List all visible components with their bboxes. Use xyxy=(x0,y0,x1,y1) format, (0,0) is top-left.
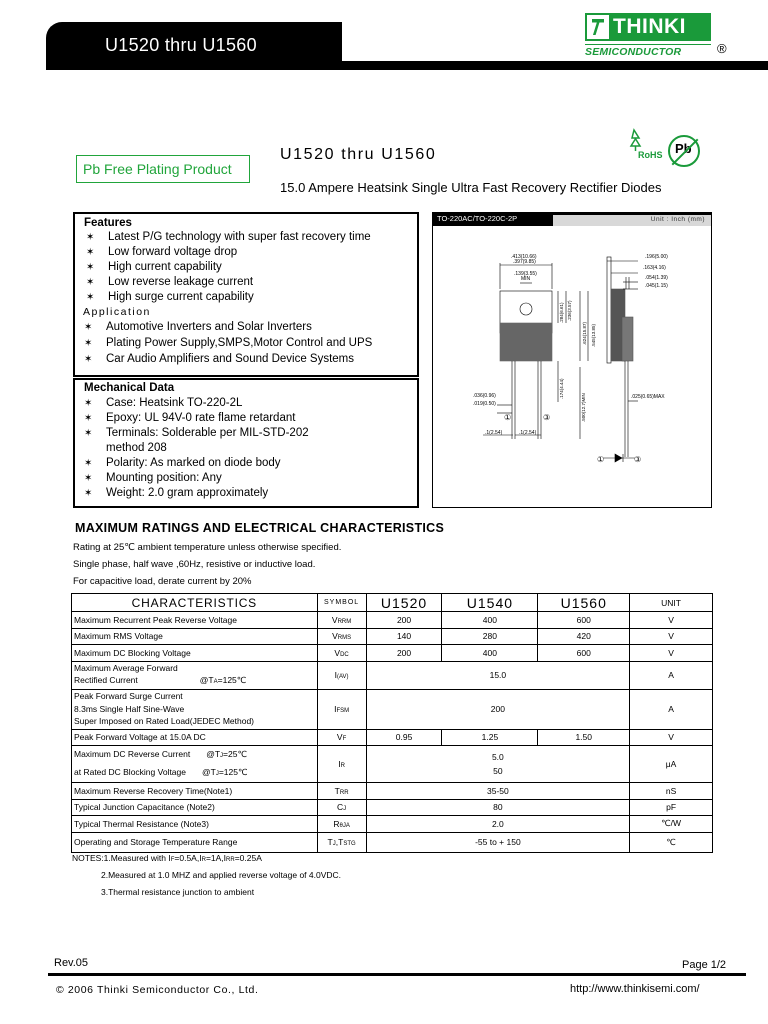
row-label: Maximum DC Blocking Voltage xyxy=(72,645,318,662)
package-drawing xyxy=(433,227,711,507)
ratings-heading: MAXIMUM RATINGS AND ELECTRICAL CHARACTERISTICS xyxy=(75,521,445,535)
feature-item: ✶ Low forward voltage drop xyxy=(86,246,238,258)
pin1-label: ① xyxy=(504,413,512,422)
revision-label: Rev.05 xyxy=(54,957,89,969)
dim-label: .397(9.85) xyxy=(513,259,536,265)
dim-label: .624(15.87) xyxy=(582,321,587,345)
dim-label: .545(13.85) xyxy=(591,323,596,347)
note-1: NOTES:1.Measured with IF=0.5A,IR=1A,IRR=0.25A xyxy=(72,853,262,863)
dim-label: .139(3.55) xyxy=(514,271,537,277)
cell-unit: A xyxy=(630,689,713,729)
cell-unit: ℃/W xyxy=(630,816,713,833)
row-label: Peak Forward Surge Current 8.3ms Single Half Sine-Wave Super Imposed on Rated Load(JEDEC Method) xyxy=(72,689,318,729)
page-number: Page 1/2 xyxy=(682,959,727,971)
mechanical-item: ✶ Polarity: As marked on diode body xyxy=(84,457,281,469)
cell-unit: V xyxy=(630,645,713,662)
dim-label: .284(6.61) xyxy=(559,302,564,323)
cell-unit: V xyxy=(630,729,713,746)
pb-free-badge: Pb Free Plating Product xyxy=(76,155,250,183)
table-row xyxy=(72,645,713,662)
mechanical-item: ✶ Epoxy: UL 94V-0 rate flame retardant xyxy=(84,412,296,424)
cell-value: 1.50 xyxy=(538,729,630,746)
doc-title: U1520 thru U1560 xyxy=(280,146,437,163)
cell-value: -55 to + 150 xyxy=(366,832,630,852)
row-symbol: RθJA xyxy=(317,816,366,833)
mechanical-heading: Mechanical Data xyxy=(84,382,175,394)
diode-pin3-label: ③ xyxy=(634,455,642,464)
col-header: U1560 xyxy=(538,594,630,612)
row-symbol: VDC xyxy=(317,645,366,662)
dim-label: .413(10.66) xyxy=(511,254,537,260)
cell-value: 200 xyxy=(366,689,630,729)
table-header-row xyxy=(72,594,713,612)
logo-t-icon xyxy=(587,15,609,39)
cell-value: 140 xyxy=(366,628,442,645)
dim-label: .1(2.54) xyxy=(519,430,537,436)
website-link[interactable]: http://www.thinkisemi.com/ xyxy=(570,983,700,995)
cell-value: 600 xyxy=(538,612,630,629)
mechanical-item-cont: method 208 xyxy=(106,442,167,454)
header-rule xyxy=(46,61,768,70)
logo-banner xyxy=(585,13,711,41)
table-row xyxy=(72,612,713,629)
dim-label: .163(4.16) xyxy=(643,265,666,271)
feature-item: ✶ Low reverse leakage current xyxy=(86,276,254,288)
ratings-note: Single phase, half wave ,60Hz, resistive or inductive load. xyxy=(73,559,316,570)
dim-label: .1(2.54) xyxy=(485,430,503,436)
col-header: UNIT xyxy=(630,594,713,612)
table-row xyxy=(72,729,713,746)
row-symbol: IFSM xyxy=(317,689,366,729)
package-unit-bar xyxy=(553,215,711,226)
cell-value: 400 xyxy=(442,645,538,662)
row-symbol: IR xyxy=(317,746,366,783)
cell-value: 35-50 xyxy=(366,783,630,800)
table-row xyxy=(72,628,713,645)
ratings-note: Rating at 25℃ ambient temperature unless otherwise specified. xyxy=(73,542,342,553)
cell-value: 200 xyxy=(366,645,442,662)
rohs-icon xyxy=(628,128,664,164)
application-item: ✶ Automotive Inverters and Solar Inverters xyxy=(84,321,312,333)
table-row xyxy=(72,816,713,833)
note-2: 2.Measured at 1.0 MHZ and applied reverse voltage of 4.0VDC. xyxy=(101,870,342,880)
application-item: ✶ Plating Power Supply,SMPS,Motor Control and UPS xyxy=(84,337,373,349)
application-item: ✶ Car Audio Amplifiers and Sound Device Systems xyxy=(84,353,355,365)
feature-item: ✶ High current capability xyxy=(86,261,222,273)
cell-unit: nS xyxy=(630,783,713,800)
logo-subtitle xyxy=(585,44,711,57)
feature-item: ✶ High surge current capability xyxy=(86,291,254,303)
row-label: Maximum Recurrent Peak Reverse Voltage xyxy=(72,612,318,629)
dim-label: .025(0.65)MAX xyxy=(631,394,665,400)
row-label: Operating and Storage Temperature Range xyxy=(72,832,318,852)
logo-word: THINKI xyxy=(613,15,686,38)
dim-label: .054(1.39) xyxy=(645,275,668,281)
cell-value: 15.0 xyxy=(366,661,630,689)
col-header: CHARACTERISTICS xyxy=(72,594,318,612)
cell-value: 280 xyxy=(442,628,538,645)
header-title: U1520 thru U1560 xyxy=(105,35,257,55)
row-label: Typical Junction Capacitance (Note2) xyxy=(72,799,318,816)
package-unit: Unit : Inch (mm) xyxy=(650,216,705,223)
note-3: 3.Thermal resistance junction to ambient xyxy=(101,887,255,897)
dim-label: .045(1.15) xyxy=(645,283,668,289)
table-row xyxy=(72,783,713,800)
row-symbol: I(AV) xyxy=(317,661,366,689)
registered-mark: ® xyxy=(717,41,727,56)
cell-value: 0.95 xyxy=(366,729,442,746)
row-symbol: CJ xyxy=(317,799,366,816)
package-name: TO-220AC/TO-220C-2P xyxy=(437,214,518,223)
row-symbol: VF xyxy=(317,729,366,746)
pin3-label: ③ xyxy=(543,413,551,422)
cell-value: 1.25 xyxy=(442,729,538,746)
row-label: Maximum DC Reverse Current @TJ=25℃ at Rated DC Blocking Voltage @TJ=125℃ xyxy=(72,746,318,783)
row-label: Maximum Average Forward Rectified Current @TA=125℃ xyxy=(72,661,318,689)
application-heading: Application xyxy=(83,306,151,318)
copyright: © 2006 Thinki Semiconductor Co., Ltd. xyxy=(56,984,259,996)
cell-value: 400 xyxy=(442,612,538,629)
ratings-note: For capacitive load, derate current by 20% xyxy=(73,576,252,587)
mechanical-item: ✶ Case: Heatsink TO-220-2L xyxy=(84,397,243,409)
mechanical-item: ✶ Terminals: Solderable per MIL-STD-202 xyxy=(84,427,309,439)
dim-label: .500(12.7)MIN xyxy=(581,393,586,422)
thinki-logo xyxy=(585,13,715,57)
col-header: U1540 xyxy=(442,594,538,612)
row-label: Peak Forward Voltage at 15.0A DC xyxy=(72,729,318,746)
diode-pin1-label: ① xyxy=(597,455,605,464)
cell-unit: V xyxy=(630,612,713,629)
dim-label: .019(0.50) xyxy=(473,401,496,407)
cell-unit: ℃ xyxy=(630,832,713,852)
table-row xyxy=(72,799,713,816)
table-row xyxy=(72,689,713,729)
cell-value: 5.0 50 xyxy=(366,746,630,783)
row-symbol: VRMS xyxy=(317,628,366,645)
table-row xyxy=(72,746,713,783)
row-label: Maximum RMS Voltage xyxy=(72,628,318,645)
cell-unit: pF xyxy=(630,799,713,816)
cell-unit: A xyxy=(630,661,713,689)
cell-value: 420 xyxy=(538,628,630,645)
cell-value: 80 xyxy=(366,799,630,816)
row-label: Maximum Reverse Recovery Time(Note1) xyxy=(72,783,318,800)
cell-unit: μA xyxy=(630,746,713,783)
row-symbol: TRR xyxy=(317,783,366,800)
row-label: Typical Thermal Resistance (Note3) xyxy=(72,816,318,833)
row-symbol: TJ,TSTG xyxy=(317,832,366,852)
row-symbol: VRRM xyxy=(317,612,366,629)
table-row xyxy=(72,661,713,689)
feature-item: ✶ Latest P/G technology with super fast recovery time xyxy=(86,231,371,243)
doc-subtitle: 15.0 Ampere Heatsink Single Ultra Fast Recovery Rectifier Diodes xyxy=(280,180,662,195)
col-header: U1520 xyxy=(366,594,442,612)
cell-value: 200 xyxy=(366,612,442,629)
cell-unit: V xyxy=(630,628,713,645)
rohs-label: RoHS xyxy=(638,150,663,160)
dim-label: .174(4.44) xyxy=(559,378,564,399)
characteristics-table xyxy=(71,593,713,853)
dim-label: MIN xyxy=(521,276,531,282)
dim-label: .036(0.96) xyxy=(473,393,496,399)
cell-value: 2.0 xyxy=(366,816,630,833)
features-heading: Features xyxy=(84,217,132,229)
dim-label: .196(5.00) xyxy=(645,254,668,260)
dim-label: .236(3.57) xyxy=(567,300,572,321)
table-row xyxy=(72,832,713,852)
cell-value: 600 xyxy=(538,645,630,662)
mechanical-item: ✶ Mounting position: Any xyxy=(84,472,222,484)
mechanical-item: ✶ Weight: 2.0 gram approximately xyxy=(84,487,269,499)
col-header: SYMBOL xyxy=(317,594,366,612)
pb-free-icon xyxy=(668,135,700,167)
pb-label: Pb xyxy=(675,141,692,156)
footer-rule xyxy=(48,973,746,976)
logo-sub-text: SEMICONDUCTOR xyxy=(585,46,682,58)
